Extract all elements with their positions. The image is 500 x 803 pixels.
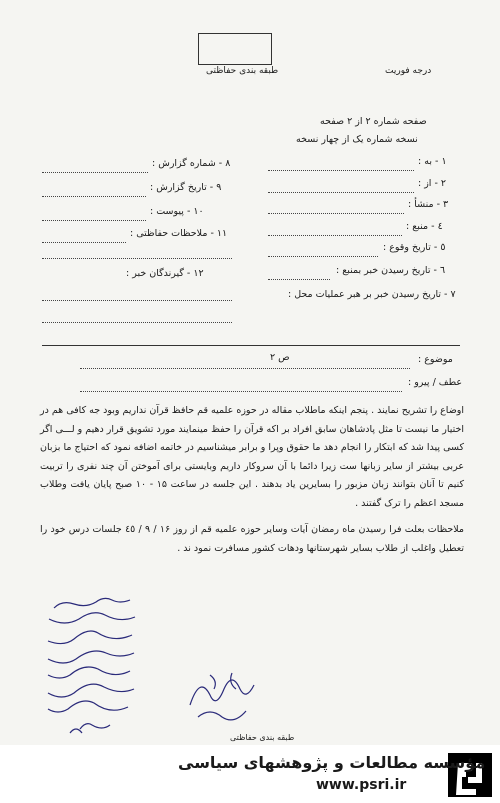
- footer-band: [0, 745, 500, 803]
- page-number-line: صفحه شماره ۲ از ۲ صفحه: [320, 116, 427, 127]
- reference-line: [80, 391, 402, 392]
- institute-url: www.psri.ir: [316, 777, 407, 793]
- priority-label: درجه فوریت: [385, 66, 432, 76]
- copy-number-line: نسخه شماره یک از چهار نسخه: [296, 134, 418, 145]
- field-from: ۲ - از :: [418, 178, 447, 189]
- field-security-notes: ۱۱ - ملاحظات حفاظتی :: [130, 228, 228, 239]
- reference-label: عطف / پیرو :: [408, 377, 463, 388]
- report-body: اوضاع را تشریح نمایند . پنجم اینکه ماطلاب مقاله در حوزه علمیه قم حافظ قرآن نداریم وبود جه کافی هم در اختیار ما نیست تا مثل پادشاهان سابق افراد بر اکه قرآن را حفظ مینمایند مورد تشویق قرار دهیم و لـــی اگر کسی پیدا شد که ابتکار را انجام دهد ما حقوق وپرا و برابر میشناسیم در خاتمه اضافه نمود که احتیاج ما بزبان عربی بیشتر از سایر زبانها ست زیرا دائما با آن سروکار داریم وبایستی برای آموختن آن چند نفری را تربیت کنیم تا آنان بتوانند زبان مزبور را بسایرین یاد بدهند . این جلسه در ساعت ۱۵ - ۱۰ صبح پایان یافت وطلاب مسجد اعظم را ترک گفتند .: [40, 405, 464, 509]
- subject-line: [80, 368, 410, 369]
- field-report-number-line: [42, 172, 148, 173]
- field-to-line: [268, 170, 414, 171]
- field-report-number: ۸ - شماره گزارش :: [152, 158, 231, 169]
- field-source: ٤ - منبع :: [406, 221, 443, 232]
- bottom-classification-label: طبقه بندی حفاظتی: [230, 733, 295, 742]
- field-recipients: ۱۲ - گیرندگان خبر :: [126, 268, 204, 279]
- field-blank-line-1: [42, 258, 232, 259]
- field-blank-line-3: [42, 322, 232, 323]
- subject-page-ref: ص ۲: [270, 352, 290, 363]
- signature: [180, 665, 260, 725]
- institute-name: مؤسسه مطالعات و پژوهشهای سیاسی: [178, 753, 486, 772]
- field-source-line: [268, 235, 402, 236]
- field-blank-line-2: [42, 300, 232, 301]
- field-event-date-line: [268, 256, 378, 257]
- subject-label: موضوع :: [418, 354, 453, 365]
- field-from-line: [268, 192, 414, 193]
- classification-label: طبقه بندی حفاظتی: [206, 66, 279, 76]
- field-report-date-line: [42, 196, 146, 197]
- field-security-notes-line: [42, 242, 126, 243]
- field-origin-line: [268, 213, 404, 214]
- report-notes: ملاحظات بعلت فرا رسیدن ماه رمضان آیات وسایر حوزه علمیه قم از روز ۱۶ / ۹ / ٤٥ جلسات درس خود را تعطیل واغلب از طلاب بسایر شهرستانها ودهات کشور مسافرت نمود ند .: [40, 524, 465, 554]
- field-attachment-line: [42, 220, 146, 221]
- field-to: ۱ - به :: [418, 156, 447, 167]
- field-report-date: ۹ - تاریخ گزارش :: [150, 182, 222, 193]
- field-date-to-source: ٦ - تاریخ رسیدن خبر بمنبع :: [336, 265, 446, 276]
- field-origin: ۳ - منشأ :: [408, 199, 449, 210]
- field-date-to-source-line: [268, 279, 330, 280]
- classification-box: [198, 33, 272, 65]
- field-event-date: ٥ - تاریخ وقوع :: [383, 242, 446, 253]
- field-attachment: ۱۰ - پیوست :: [150, 206, 204, 217]
- field-date-to-ops: ۷ - تاریخ رسیدن خبر بر هبر عملیات محل :: [288, 289, 456, 300]
- handwritten-note: [30, 595, 145, 745]
- section-divider: [42, 345, 460, 346]
